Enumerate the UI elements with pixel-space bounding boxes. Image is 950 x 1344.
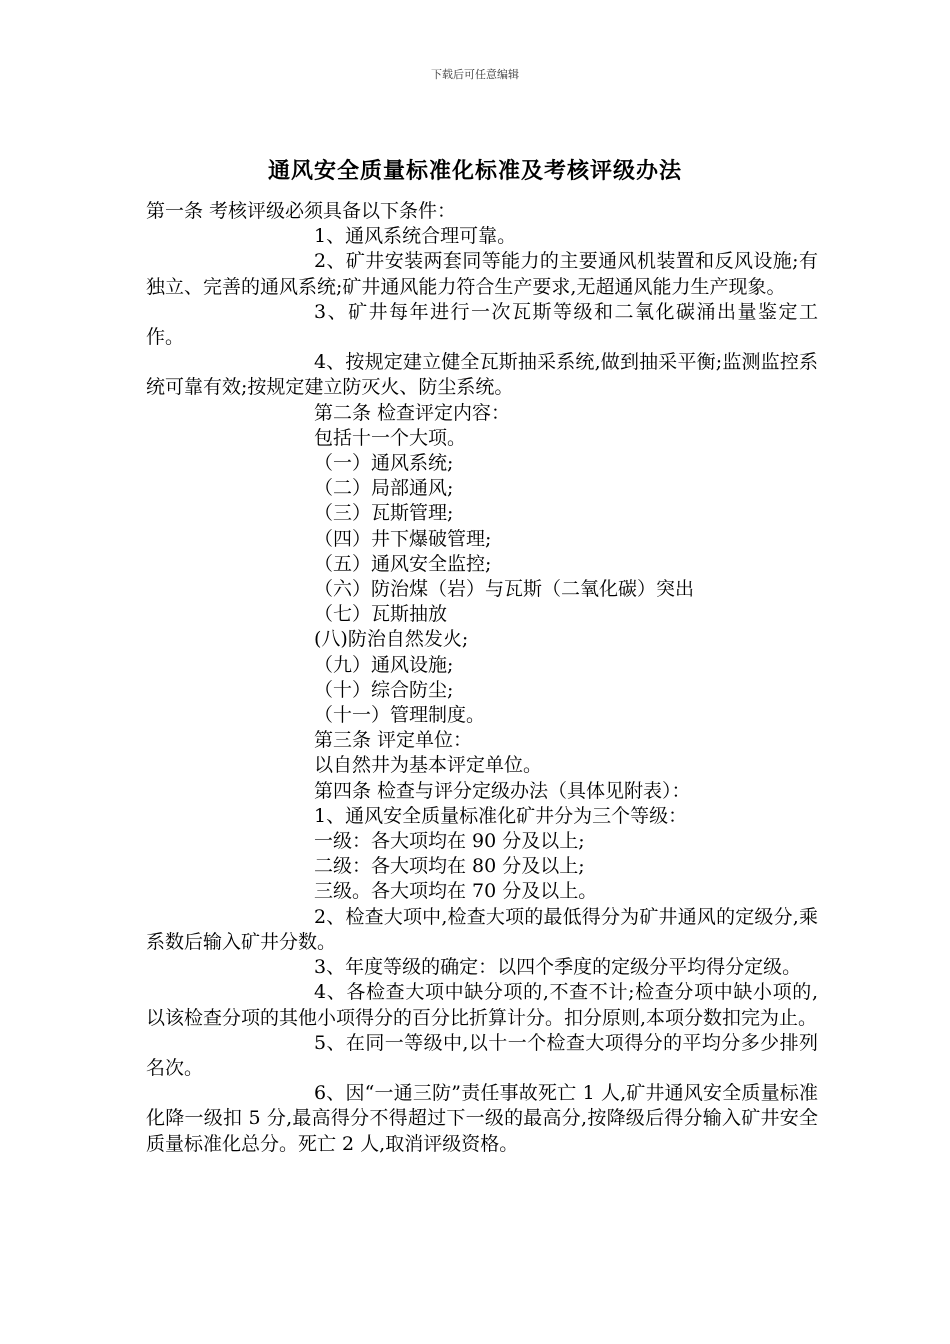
paragraph-article-2-intro: 包括十一个大项。: [314, 426, 467, 449]
paragraph-article-3: 第三条 评定单位：: [314, 729, 473, 752]
list-item-9: （九）通风设施;: [314, 653, 454, 676]
document-title: 通风安全质量标准化标准及考核评级办法: [267, 158, 682, 184]
paragraph-grade-1: 一级：各大项均在 90 分及以上;: [314, 830, 585, 853]
paragraph-rule-2: 2、检查大项中,检查大项的最低得分为矿井通风的定级分,乘系数后输入矿井分数。: [146, 905, 818, 953]
paragraph-article-3-body: 以自然井为基本评定单位。: [314, 754, 543, 777]
list-item-2: （二）局部通风;: [314, 477, 454, 500]
list-item-4: （四）井下爆破管理;: [314, 527, 492, 550]
list-item-7: （七）瓦斯抽放: [314, 603, 448, 626]
list-item-5: （五）通风安全监控;: [314, 552, 492, 575]
list-item-10: （十）综合防尘;: [314, 678, 454, 701]
paragraph-condition-1: 1、通风系统合理可靠。: [314, 225, 517, 248]
header-note: 下载后可任意编辑: [431, 68, 519, 81]
document-body: [146, 199, 818, 1157]
list-item-11: （十一）管理制度。: [314, 704, 486, 727]
list-item-3: （三）瓦斯管理;: [314, 502, 454, 525]
paragraph-grade-3: 三级。各大项均在 70 分及以上。: [314, 880, 598, 903]
paragraph-grades-intro: 1、通风安全质量标准化矿井分为三个等级：: [314, 804, 688, 827]
paragraph-condition-3: 3、矿井每年进行一次瓦斯等级和二氧化碳涌出量鉴定工作。: [146, 300, 818, 349]
paragraph-rule-4: 4、各检查大项中缺分项的,不查不计;检查分项中缺小项的,以该检查分项的其他小项得分的百分比折算计分。扣分原则,本项分数扣完为止。: [146, 981, 818, 1029]
list-item-6: （六）防治煤（岩）与瓦斯（二氧化碳）突出: [314, 578, 695, 601]
paragraph-condition-4: 4、按规定建立健全瓦斯抽采系统,做到抽采平衡;监测监控系统可靠有效;按规定建立防灭火、防尘系统。: [146, 351, 818, 399]
list-item-1: （一）通风系统;: [314, 452, 454, 475]
paragraph-rule-3: 3、年度等级的确定：以四个季度的定级分平均得分定级。: [314, 956, 802, 979]
paragraph-article-2: 第二条 检查评定内容：: [314, 401, 511, 424]
paragraph-article-4: 第四条 检查与评分定级办法（具体见附表）：: [314, 779, 691, 802]
list-item-8: (八)防治自然发火;: [314, 628, 469, 651]
paragraph-grade-2: 二级：各大项均在 80 分及以上;: [314, 855, 585, 878]
paragraph-condition-2: 2、矿井安装两套同等能力的主要通风机装置和反风设施;有独立、完善的通风系统;矿井通风能力符合生产要求,无超通风能力生产现象。: [146, 250, 818, 298]
paragraph-rule-5: 5、在同一等级中,以十一个检查大项得分的平均分多少排列名次。: [146, 1031, 818, 1079]
paragraph-article-1: 第一条 考核评级必须具备以下条件：: [146, 200, 457, 222]
paragraph-rule-6: 6、因“一通三防”责任事故死亡 1 人,矿井通风安全质量标准化降一级扣 5 分,最高得分不得超过下一级的最高分,按降级后得分输入矿井安全质量标准化总分。死亡 2 人,取消评级资格。: [146, 1082, 818, 1155]
